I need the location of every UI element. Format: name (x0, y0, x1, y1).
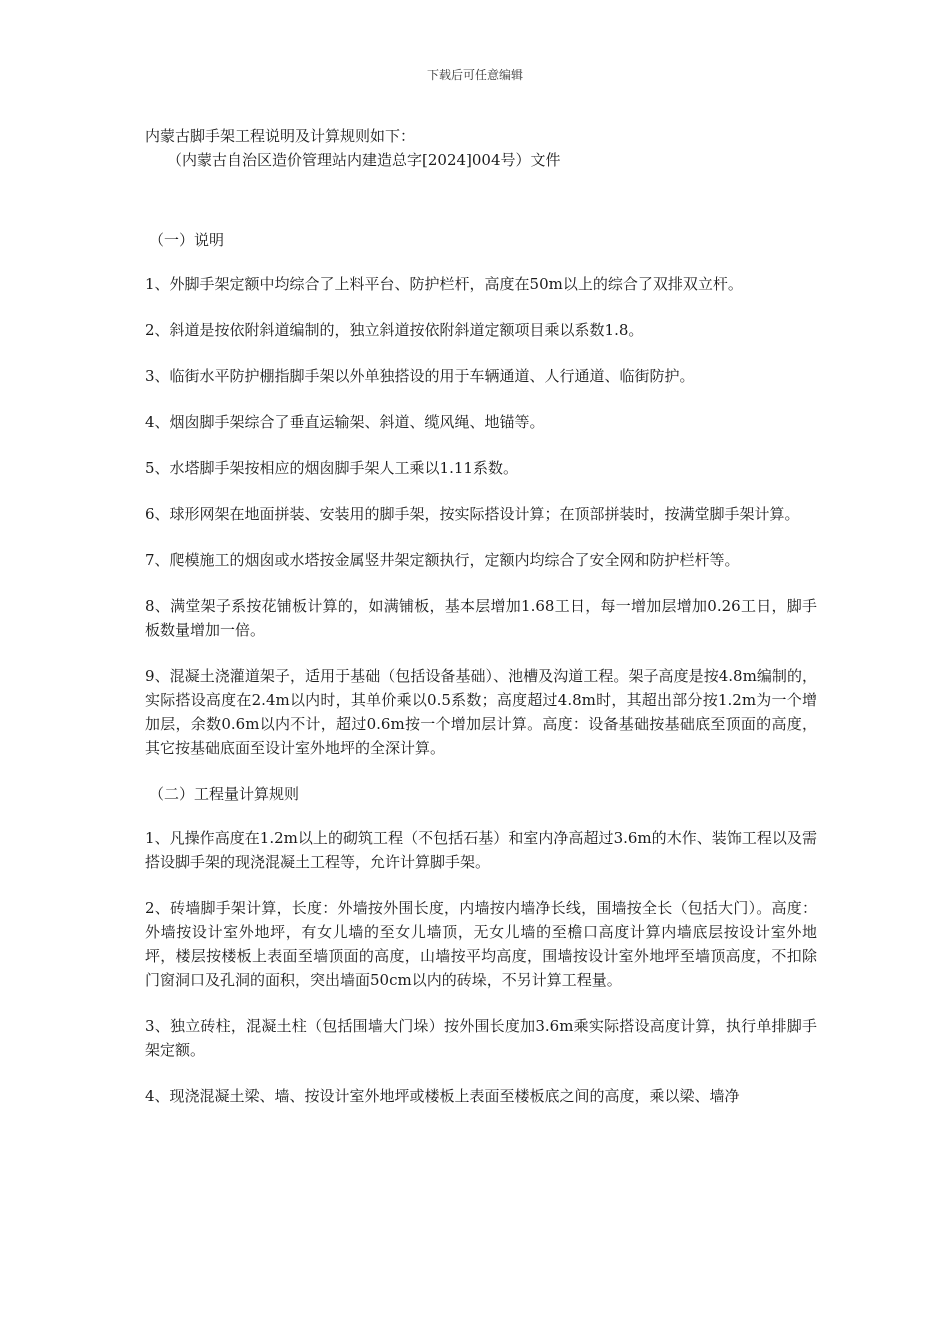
list-item: 8、满堂架子系按花铺板计算的，如满铺板，基本层增加1.68工日，每一增加层增加0.26工日，脚手板数量增加一倍。 (145, 597, 817, 639)
list-item: 7、爬模施工的烟囱或水塔按金属竖井架定额执行，定额内均综合了安全网和防护栏杆等。 (145, 551, 740, 569)
list-item: 9、混凝土浇灌道架子，适用于基础（包括设备基础）、池槽及沟道工程。架子高度是按4.8m编制的，实际搭设高度在2.4m以内时，其单价乘以0.5系数；高度超过4.8m时，其超出部分按1.2m为一个增加层，余数0.6m以内不计，超过0.6m按一个增加层计算。高度：设备基础按基础底至顶面的高度，其它按基础底面至设计室外地坪的全深计算。 (145, 667, 817, 757)
list-item: 1、凡操作高度在1.2m以上的砌筑工程（不包括石基）和室内净高超过3.6m的木作、装饰工程以及需搭设脚手架的现浇混凝土工程等，允许计算脚手架。 (145, 829, 817, 871)
list-item: 6、球形网架在地面拼装、安装用的脚手架，按实际搭设计算；在顶部拼装时，按满堂脚手架计算。 (145, 505, 800, 523)
document-subtitle: （内蒙古自治区造价管理站内建造总字[2024]004号）文件 (167, 151, 561, 169)
document-title: 内蒙古脚手架工程说明及计算规则如下： (145, 127, 416, 145)
list-item: 5、水塔脚手架按相应的烟囱脚手架人工乘以1.11系数。 (145, 459, 518, 477)
header-note: 下载后可任意编辑 (426, 68, 523, 82)
document-body (145, 124, 817, 1108)
list-item: 3、独立砖柱，混凝土柱（包括围墙大门垛）按外围长度加3.6m乘实际搭设高度计算，执行单排脚手架定额。 (145, 1017, 817, 1059)
section-heading-explanation: （一）说明 (149, 231, 225, 249)
section-heading-rules: （二）工程量计算规则 (149, 785, 300, 803)
list-item: 3、临街水平防护棚指脚手架以外单独搭设的用于车辆通道、人行通道、临街防护。 (145, 367, 695, 385)
list-item: 4、烟囱脚手架综合了垂直运输架、斜道、缆风绳、地锚等。 (145, 413, 545, 431)
list-item: 2、斜道是按依附斜道编制的，独立斜道按依附斜道定额项目乘以系数1.8。 (145, 321, 644, 339)
list-item: 1、外脚手架定额中均综合了上料平台、防护栏杆，高度在50m以上的综合了双排双立杆。 (145, 275, 743, 293)
list-item: 2、砖墙脚手架计算，长度：外墙按外围长度，内墙按内墙净长线，围墙按全长（包括大门）。高度：外墙按设计室外地坪，有女儿墙的至女儿墙顶，无女儿墙的至檐口高度计算内墙底层按设计室外地坪，楼层按楼板上表面至墙顶面的高度，山墙按平均高度，围墙按设计室外地坪至墙顶高度，不扣除门窗洞口及孔洞的面积，突出墙面50cm以内的砖垛，不另计算工程量。 (145, 899, 817, 989)
list-item: 4、现浇混凝土梁、墙、按设计室外地坪或楼板上表面至楼板底之间的高度，乘以梁、墙净 (145, 1087, 740, 1105)
